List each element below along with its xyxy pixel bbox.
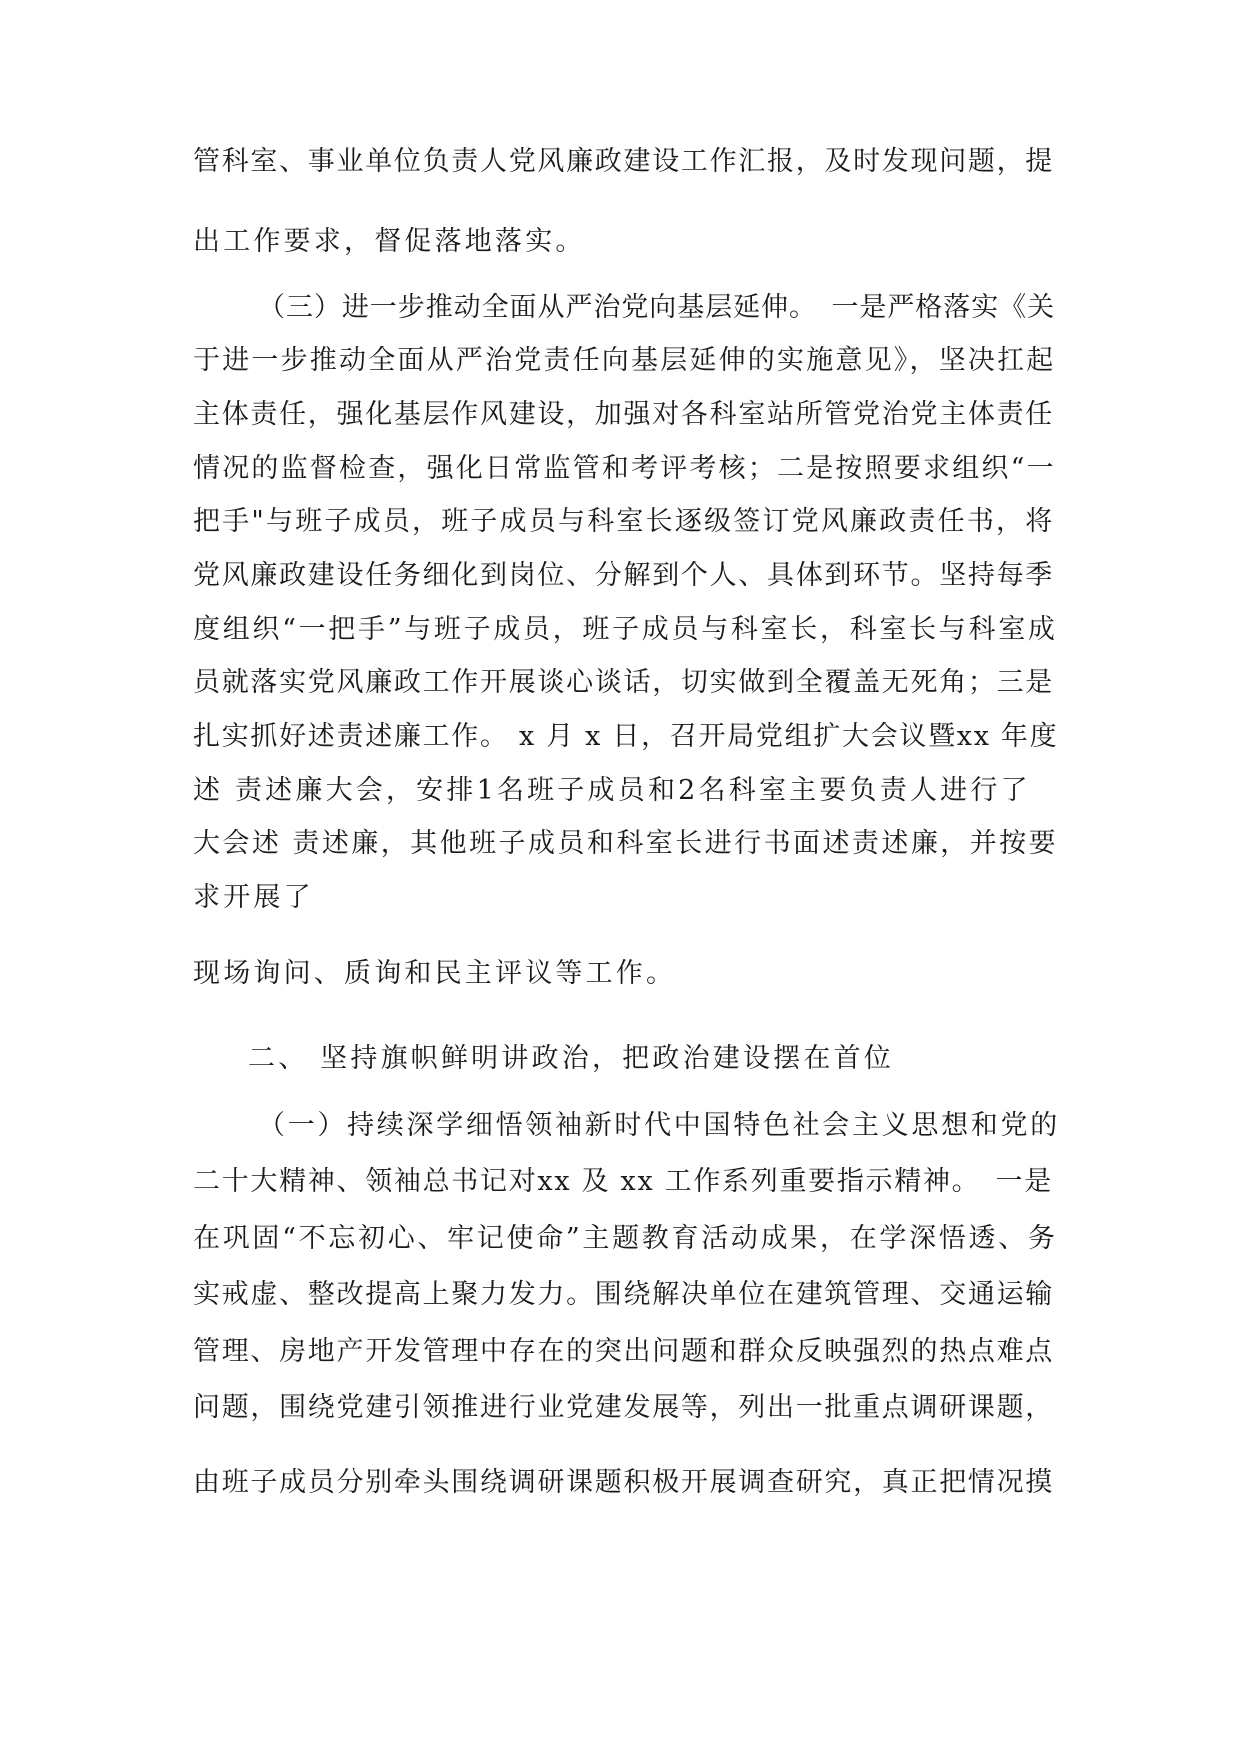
body-text-line: 把手"与班子成员，班子成员与科室长逐级签订党风廉政责任书，将 — [193, 506, 1055, 537]
section-heading-2: 二、 坚持旗帜鲜明讲政治，把政治建设摆在首位 — [248, 1043, 894, 1074]
body-text-line: 于进一步推动全面从严治党责任向基层延伸的实施意见》，坚决扛起 — [193, 345, 1056, 376]
body-text-line: 述 责述廉大会，安排1名班子成员和2名科室主要负责人进行了 — [193, 775, 1031, 806]
body-text-line: 问题，围绕党建引领推进行业党建发展等，列出一批重点调研课题， — [193, 1392, 1054, 1423]
body-text-line: 管科室、事业单位负责人党风廉政建设工作汇报，及时发现问题，提 — [193, 146, 1054, 177]
body-text-line: 度组织“一把手”与班子成员，班子成员与科室长，科室长与科室成 — [193, 614, 1058, 645]
body-text-line: 大会述 责述廉，其他班子成员和科室长进行书面述责述廉，并按要 — [193, 828, 1059, 859]
body-text-line: 实戒虚、整改提高上聚力发力。围绕解决单位在建筑管理、交通运输 — [193, 1279, 1054, 1310]
body-text-line: 出工作要求，督促落地落实。 — [193, 226, 586, 257]
body-text-line: 扎实抓好述责述廉工作。 x 月 x 日，召开局党组扩大会议暨xx 年度 — [193, 721, 1059, 752]
body-text-line: 管理、房地产开发管理中存在的突出问题和群众反映强烈的热点难点 — [193, 1336, 1054, 1367]
body-text-line: 现场询问、质询和民主评议等工作。 — [193, 958, 677, 989]
body-text-line: 主体责任，强化基层作风建设，加强对各科室站所管党治党主体责任 — [193, 399, 1054, 430]
body-text-line: 党风廉政建设任务细化到岗位、分解到个人、具体到环节。坚持每季 — [193, 560, 1054, 591]
body-text-line: 员就落实党风廉政工作开展谈心谈话，切实做到全覆盖无死角；三是 — [193, 667, 1054, 698]
body-text-line: 求开展了 — [193, 882, 314, 913]
body-text-line: 在巩固“不忘初心、牢记使命”主题教育活动成果，在学深悟透、务 — [193, 1223, 1058, 1254]
body-text-line: 情况的监督检查，强化日常监管和考评考核；二是按照要求组织“一 — [193, 453, 1056, 484]
section-heading-1: （一）持续深学细悟领袖新时代中国特色社会主义思想和党的 — [258, 1110, 1060, 1141]
section-heading-3: （三）进一步推动全面从严治党向基层延伸。 一是严格落实《关 — [258, 292, 1056, 323]
body-text-line: 由班子成员分别牵头围绕调研课题积极开展调查研究，真正把情况摸 — [193, 1467, 1054, 1498]
body-text-line: 二十大精神、领袖总书记对xx 及 xx 工作系列重要指示精神。 一是 — [193, 1166, 1053, 1197]
